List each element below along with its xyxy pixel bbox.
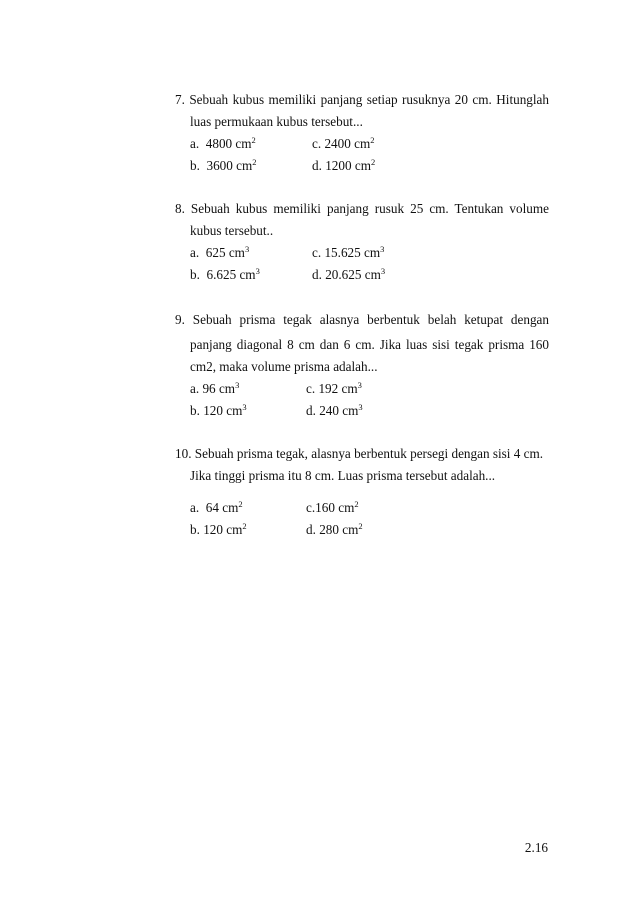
question-text-line: Jika tinggi prisma itu 8 cm. Luas prisma tersebut adalah... [190,468,496,483]
option-c: c. 15.625 $cm^3$ [312,244,385,260]
option-c: c.160 $cm^2$ [306,499,359,515]
question-text-line: 10. Sebuah prisma tegak, alasnya berbentuk persegi dengan sisi 4 cm. [175,446,544,461]
question-text-line: 9. Sebuah prisma tegak alasnya berbentuk belah ketupat dengan [175,312,549,327]
question-text-line: kubus tersebut.. [190,223,274,238]
option-a: a. 4800 $cm^2$ [190,135,256,151]
question-text-line: 8. Sebuah kubus memiliki panjang rusuk 25 cm. Tentukan volume [175,201,549,216]
question-text-line: cm2, maka volume prisma adalah... [190,359,378,374]
question-text-line: 7. Sebuah kubus memiliki panjang setiap rusuknya 20 cm. Hitunglah [175,92,549,107]
question-text-line: panjang diagonal 8 cm dan 6 cm. Jika luas sisi tegak prisma 160 [190,337,549,352]
option-b: b. 3600 $cm^2$ [190,157,257,173]
option-c: c. 192 $cm^3$ [306,380,362,396]
option-a: a. 96 $cm^3$ [190,380,240,396]
option-d: d. 280 $cm^2$ [306,521,363,537]
question-text-line: luas permukaan kubus tersebut... [190,114,363,129]
option-c: c. 2400 $cm^2$ [312,135,375,151]
option-d: d. 240 $cm^3$ [306,402,363,418]
option-b: b. 6.625 $cm^3$ [190,266,260,282]
option-d: d. 20.625 $cm^3$ [312,266,386,282]
option-a: a. 64 $cm^2$ [190,499,243,515]
option-a: a. 625 $cm^3$ [190,244,250,260]
option-b: b. 120 $cm^3$ [190,402,247,418]
option-b: b. 120 $cm^2$ [190,521,247,537]
page-number: 2.16 [524,840,548,855]
option-d: d. 1200 $cm^2$ [312,157,376,173]
